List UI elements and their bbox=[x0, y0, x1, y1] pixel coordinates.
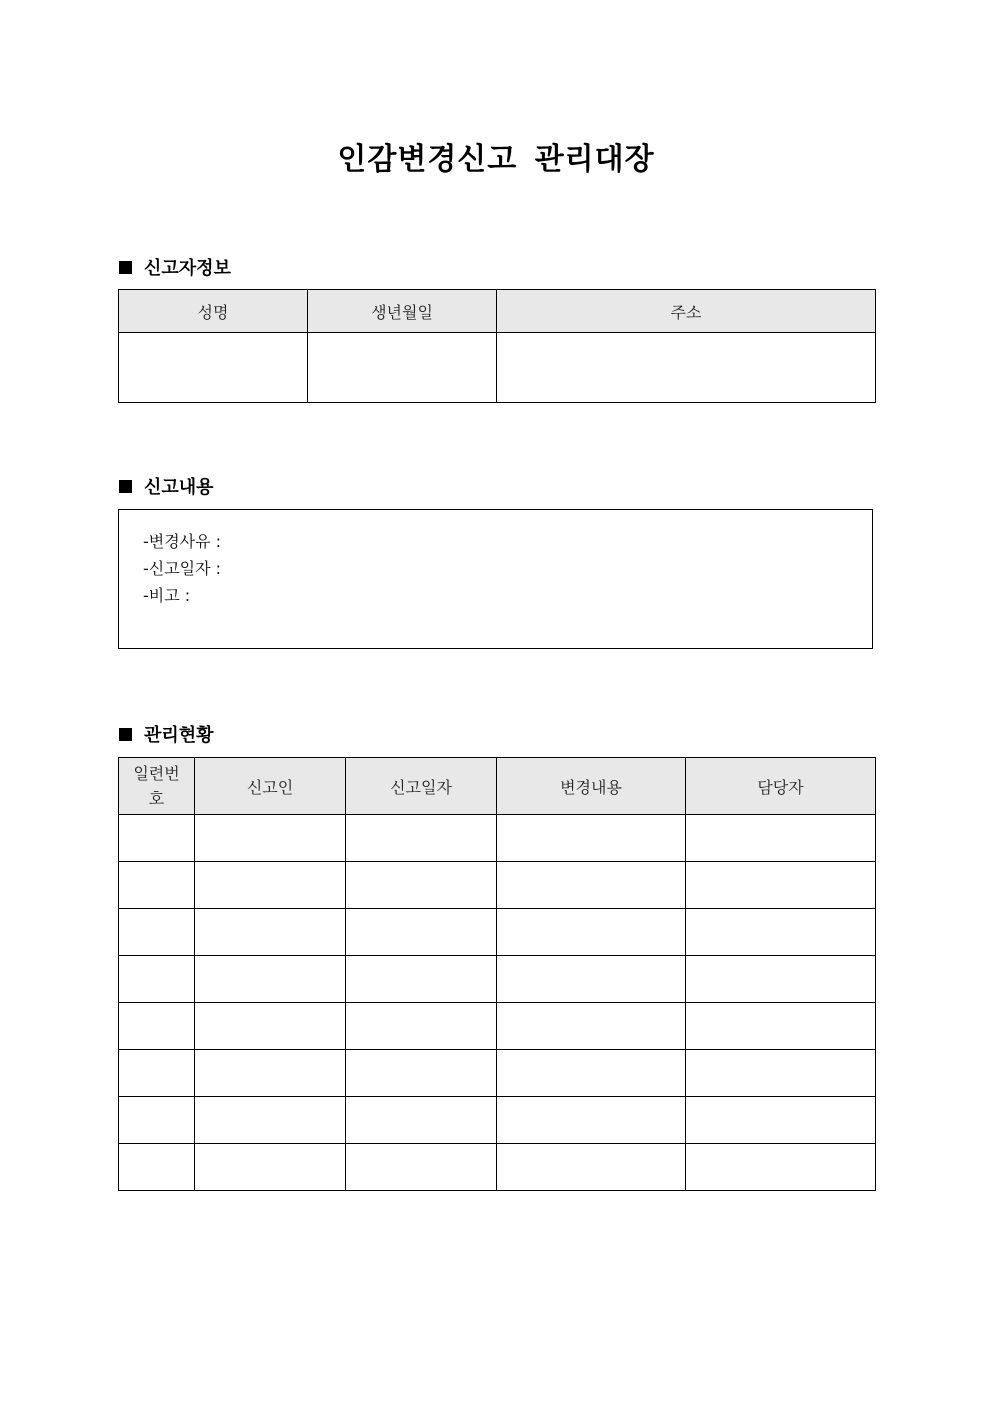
change-details-cell[interactable] bbox=[497, 862, 686, 909]
section-heading-management-status bbox=[119, 721, 214, 747]
column-header-change-details: 변경내용 bbox=[497, 758, 686, 815]
serial-number-label-line1: 일련번 bbox=[133, 764, 180, 783]
section-heading-reporter-info bbox=[119, 254, 231, 280]
report-content-box[interactable] bbox=[118, 509, 873, 649]
manager-cell[interactable] bbox=[686, 862, 876, 909]
report-date-cell[interactable] bbox=[346, 909, 497, 956]
reporter-cell[interactable] bbox=[195, 862, 346, 909]
change-details-cell[interactable] bbox=[497, 815, 686, 862]
table-row bbox=[119, 815, 876, 862]
column-header-report-date: 신고일자 bbox=[346, 758, 497, 815]
column-header-address: 주소 bbox=[497, 290, 876, 333]
serial-number-cell[interactable] bbox=[119, 862, 195, 909]
report-date-cell[interactable] bbox=[346, 956, 497, 1003]
column-header-name: 성명 bbox=[119, 290, 308, 333]
table-row bbox=[119, 956, 876, 1003]
serial-number-cell[interactable] bbox=[119, 909, 195, 956]
manager-cell[interactable] bbox=[686, 909, 876, 956]
section-heading-report-content bbox=[119, 473, 214, 499]
change-details-cell[interactable] bbox=[497, 1097, 686, 1144]
report-date-cell[interactable] bbox=[346, 1144, 497, 1191]
remarks-line: -비고 : bbox=[143, 586, 191, 605]
change-details-cell[interactable] bbox=[497, 1003, 686, 1050]
reporter-cell[interactable] bbox=[195, 1144, 346, 1191]
square-bullet-icon bbox=[119, 261, 132, 274]
page-title: 인감변경신고 관리대장 bbox=[337, 142, 655, 177]
column-header-manager: 담당자 bbox=[686, 758, 876, 815]
address-cell[interactable] bbox=[497, 333, 876, 403]
reporter-cell[interactable] bbox=[195, 815, 346, 862]
table-row bbox=[119, 1144, 876, 1191]
serial-number-label-line2: 호 bbox=[148, 789, 165, 808]
manager-cell[interactable] bbox=[686, 1003, 876, 1050]
section-heading-label: 신고자정보 bbox=[144, 258, 231, 279]
square-bullet-icon bbox=[119, 480, 132, 493]
table-row bbox=[119, 1050, 876, 1097]
table-row bbox=[119, 909, 876, 956]
table-row bbox=[119, 1097, 876, 1144]
serial-number-cell[interactable] bbox=[119, 815, 195, 862]
reporter-cell[interactable] bbox=[195, 1003, 346, 1050]
manager-cell[interactable] bbox=[686, 1144, 876, 1191]
section-heading-label: 관리현황 bbox=[144, 725, 214, 746]
reporter-cell[interactable] bbox=[195, 1097, 346, 1144]
serial-number-cell[interactable] bbox=[119, 1097, 195, 1144]
change-reason-line: -변경사유 : bbox=[143, 532, 222, 551]
column-header-birthdate: 생년월일 bbox=[308, 290, 497, 333]
column-header-reporter: 신고인 bbox=[195, 758, 346, 815]
manager-cell[interactable] bbox=[686, 815, 876, 862]
change-details-cell[interactable] bbox=[497, 1050, 686, 1097]
reporter-cell[interactable] bbox=[195, 1050, 346, 1097]
report-date-cell[interactable] bbox=[346, 1097, 497, 1144]
serial-number-cell[interactable] bbox=[119, 1144, 195, 1191]
section-heading-label: 신고내용 bbox=[144, 477, 214, 498]
table-row bbox=[119, 1003, 876, 1050]
column-header-serial-number bbox=[119, 758, 195, 815]
report-date-cell[interactable] bbox=[346, 815, 497, 862]
manager-cell[interactable] bbox=[686, 956, 876, 1003]
manager-cell[interactable] bbox=[686, 1097, 876, 1144]
report-date-cell[interactable] bbox=[346, 1003, 497, 1050]
management-status-table bbox=[118, 757, 876, 1191]
change-details-cell[interactable] bbox=[497, 1144, 686, 1191]
name-cell[interactable] bbox=[119, 333, 308, 403]
change-details-cell[interactable] bbox=[497, 956, 686, 1003]
table-row bbox=[119, 862, 876, 909]
serial-number-cell[interactable] bbox=[119, 956, 195, 1003]
management-status-rows bbox=[119, 815, 876, 1191]
report-date-cell[interactable] bbox=[346, 1050, 497, 1097]
change-details-cell[interactable] bbox=[497, 909, 686, 956]
reporter-cell[interactable] bbox=[195, 909, 346, 956]
serial-number-cell[interactable] bbox=[119, 1050, 195, 1097]
square-bullet-icon bbox=[119, 728, 132, 741]
reporter-info-table bbox=[118, 289, 876, 403]
birthdate-cell[interactable] bbox=[308, 333, 497, 403]
serial-number-cell[interactable] bbox=[119, 1003, 195, 1050]
report-date-line: -신고일자 : bbox=[143, 559, 222, 578]
manager-cell[interactable] bbox=[686, 1050, 876, 1097]
report-date-cell[interactable] bbox=[346, 862, 497, 909]
reporter-cell[interactable] bbox=[195, 956, 346, 1003]
